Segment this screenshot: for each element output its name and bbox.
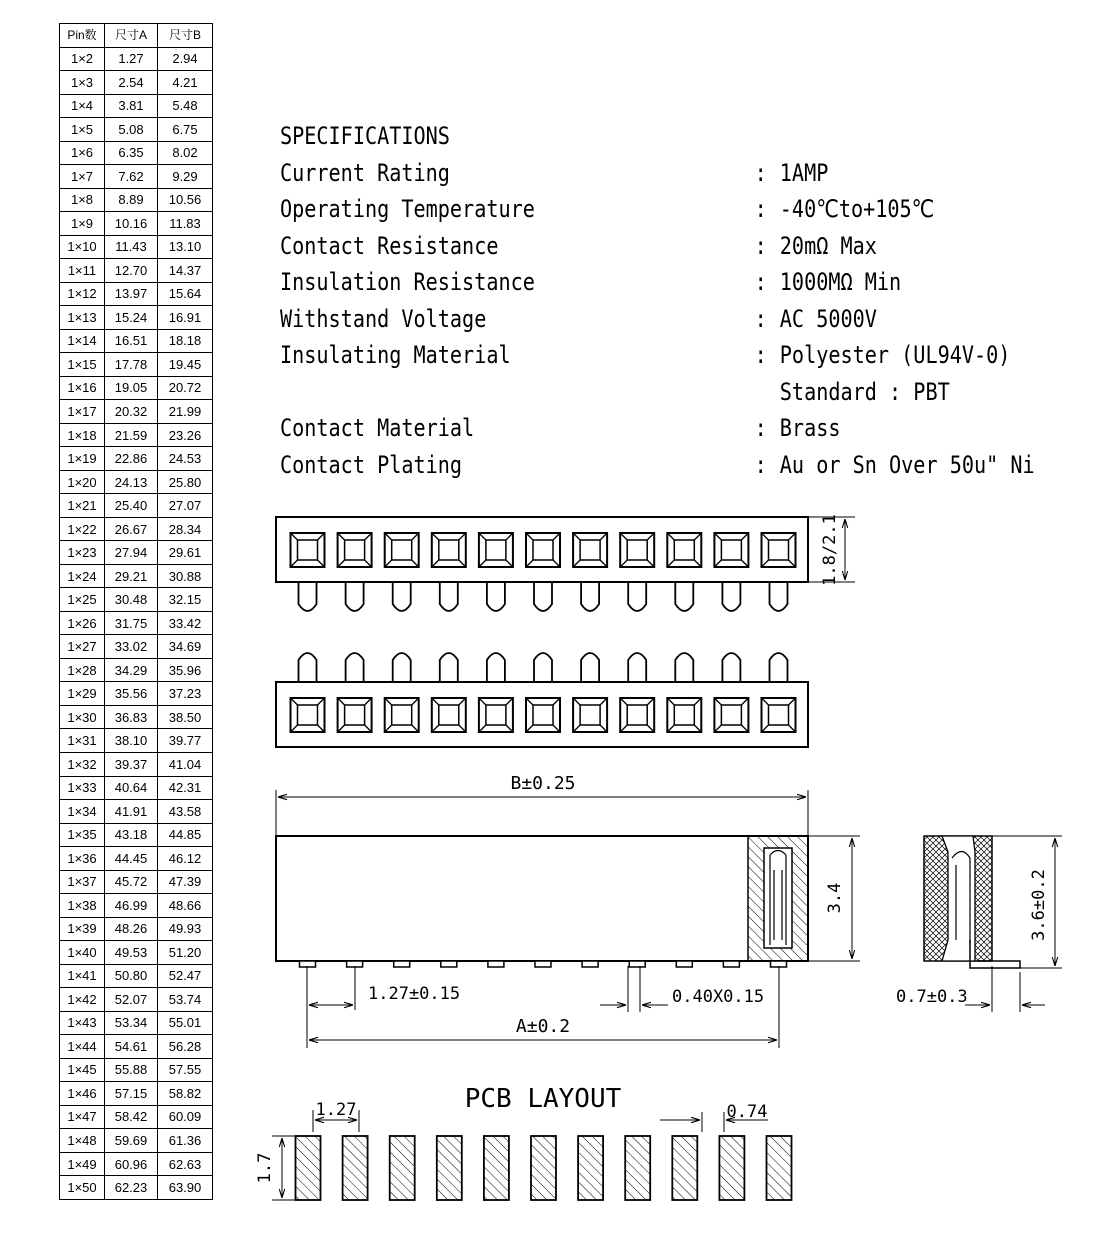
size-b-cell: 30.88 [158,564,213,588]
dimension-a-label: A±0.2 [515,1016,571,1037]
size-a-cell: 34.29 [105,658,158,682]
size-b-cell: 24.53 [158,447,213,471]
pin-tail [770,653,788,681]
size-a-cell: 2.54 [105,71,158,95]
pin-count-cell: 1×48 [60,1129,105,1153]
spec-value: Au or Sn Over 50u" Ni [779,450,1035,479]
dimension-b-label: B±0.25 [510,773,576,794]
spec-label: Contact Material [280,414,475,442]
size-a-cell: 5.08 [105,118,158,142]
size-a-cell: 22.86 [105,447,158,471]
size-b-cell: 29.61 [158,541,213,565]
size-a-cell: 17.78 [105,353,158,377]
contact-cavity [291,533,325,567]
size-a-cell: 36.83 [105,705,158,729]
pcb-layout [255,1084,792,1200]
bottom-view [276,653,808,747]
size-b-cell: 55.01 [158,1011,213,1035]
pcb-pad [578,1136,603,1200]
contact-cavity [385,698,419,732]
size-a-cell: 53.34 [105,1011,158,1035]
contact-cavity [714,533,748,567]
size-a-cell: 41.91 [105,800,158,824]
pin-stub [394,961,410,967]
pin-count-cell: 1×49 [60,1152,105,1176]
pin-tail [487,653,505,681]
size-b-cell: 21.99 [158,400,213,424]
side-height-label: 3.6±0.2 [1029,869,1049,941]
pin-tail [581,583,599,611]
size-b-cell: 56.28 [158,1035,213,1059]
size-a-cell: 15.24 [105,306,158,330]
contact-cavity [762,698,796,732]
pcb-pad [625,1136,650,1200]
pitch-label: 1.27±0.15 [368,984,461,1004]
side-offset-label: 0.7±0.3 [896,987,968,1007]
top-view-body [276,517,808,582]
spec-label: Current Rating [280,158,450,187]
contact-cavity [432,698,466,732]
pin-count-cell: 1×44 [60,1035,105,1059]
size-b-cell: 61.36 [158,1129,213,1153]
pin-tail [628,583,646,611]
pin-stub [488,961,504,967]
size-a-cell: 30.48 [105,588,158,612]
spec-value: Polyester (UL94V-0) [779,341,1011,369]
spec-colon: : [754,268,767,296]
contact-cavity [338,698,372,732]
pin-stub [582,961,598,967]
size-a-cell: 16.51 [105,329,158,353]
pin-count-cell: 1×47 [60,1105,105,1129]
size-a-cell: 13.97 [105,282,158,306]
spec-label: Operating Temperature [280,195,535,223]
contact-cavity [762,533,796,567]
pin-stub [723,961,739,967]
size-a-cell: 19.05 [105,376,158,400]
pin-tail [581,653,599,681]
pcb-pad [672,1136,697,1200]
pin-count-cell: 1×26 [60,611,105,635]
height-label: 3.4 [825,882,845,914]
spec-colon: : [754,304,767,333]
pin-count-cell: 1×46 [60,1082,105,1106]
size-a-cell: 50.80 [105,964,158,988]
spec-label: Insulating Material [280,341,511,369]
pcb-pad [767,1136,792,1200]
pin-count-cell: 1×40 [60,941,105,965]
size-a-cell: 40.64 [105,776,158,800]
size-b-cell: 48.66 [158,894,213,918]
contact-cavity [526,533,560,567]
top-view [276,514,855,611]
bottom-view-body [276,682,808,747]
size-b-cell: 13.10 [158,235,213,259]
pcb-layout-title: PCB LAYOUT [464,1084,622,1114]
pin-count-cell: 1×17 [60,400,105,424]
pin-count-cell: 1×20 [60,470,105,494]
size-a-cell: 1.27 [105,47,158,71]
size-b-cell: 53.74 [158,988,213,1012]
pin-count-cell: 1×13 [60,306,105,330]
pin-count-cell: 1×31 [60,729,105,753]
size-b-cell: 49.93 [158,917,213,941]
size-a-cell: 33.02 [105,635,158,659]
size-a-cell: 48.26 [105,917,158,941]
front-view-body [276,836,808,961]
pin-count-cell: 1×42 [60,988,105,1012]
pin-count-cell: 1×8 [60,188,105,212]
size-a-cell: 12.70 [105,259,158,283]
spec-value: 1AMP [779,158,829,187]
size-a-cell: 26.67 [105,517,158,541]
size-b-cell: 44.85 [158,823,213,847]
contact-cavity [667,698,701,732]
size-a-cell: 20.32 [105,400,158,424]
size-b-cell: 52.47 [158,964,213,988]
size-a-cell: 60.96 [105,1152,158,1176]
size-a-cell: 35.56 [105,682,158,706]
contact-cavity [526,698,560,732]
size-b-cell: 60.09 [158,1105,213,1129]
size-a-cell: 3.81 [105,94,158,118]
size-a-cell: 49.53 [105,941,158,965]
spec-value: 20mΩ Max [779,231,877,260]
pin-count-cell: 1×38 [60,894,105,918]
pin-count-cell: 1×50 [60,1176,105,1200]
pin-count-cell: 1×16 [60,376,105,400]
pcb-pitch-label: 1.27 [315,1100,357,1120]
front-view [276,773,860,1048]
pin-tail [393,653,411,681]
spec-value: Standard : PBT [779,377,950,406]
pin-count-cell: 1×22 [60,517,105,541]
pin-stub [535,961,551,967]
pin-count-cell: 1×41 [60,964,105,988]
size-a-cell: 45.72 [105,870,158,894]
spec-label: Contact Plating [280,450,463,479]
pin-count-cell: 1×4 [60,94,105,118]
size-a-cell: 29.21 [105,564,158,588]
pcb-pad-width-label: 0.74 [726,1102,768,1122]
size-b-cell: 41.04 [158,752,213,776]
size-a-cell: 25.40 [105,494,158,518]
size-b-cell: 34.69 [158,635,213,659]
pin-count-cell: 1×24 [60,564,105,588]
pin-count-cell: 1×28 [60,658,105,682]
size-b-cell: 37.23 [158,682,213,706]
pin-tail [722,583,740,611]
pin-count-cell: 1×11 [60,259,105,283]
size-b-cell: 46.12 [158,847,213,871]
pin-count-cell: 1×5 [60,118,105,142]
size-b-cell: 25.80 [158,470,213,494]
contact-cavity [291,698,325,732]
pin-count-cell: 1×12 [60,282,105,306]
size-a-cell: 39.37 [105,752,158,776]
size-a-cell: 27.94 [105,541,158,565]
size-b-cell: 4.21 [158,71,213,95]
contact-cavity [479,533,513,567]
size-b-cell: 9.29 [158,165,213,189]
pin-count-cell: 1×27 [60,635,105,659]
pin-tail [675,583,693,611]
pin-tail [722,653,740,681]
spec-colon: : [754,195,767,223]
size-a-cell: 43.18 [105,823,158,847]
size-b-cell: 47.39 [158,870,213,894]
contact-cavity [620,698,654,732]
pcb-pad [484,1136,509,1200]
pin-count-cell: 1×18 [60,423,105,447]
spec-colon: : [754,414,767,442]
size-a-cell: 7.62 [105,165,158,189]
size-b-cell: 38.50 [158,705,213,729]
header-size-b: 尺寸B [158,24,213,48]
size-b-cell: 16.91 [158,306,213,330]
contact-cavity [573,698,607,732]
pin-tail [393,583,411,611]
size-b-cell: 51.20 [158,941,213,965]
contact-cavity [667,533,701,567]
size-b-cell: 28.34 [158,517,213,541]
size-b-cell: 5.48 [158,94,213,118]
pin-count-cell: 1×30 [60,705,105,729]
size-b-cell: 39.77 [158,729,213,753]
size-a-cell: 31.75 [105,611,158,635]
pin-stub [629,961,645,967]
contact-cavity [338,533,372,567]
contact-cavity [573,533,607,567]
pin-tail [534,653,552,681]
size-b-cell: 15.64 [158,282,213,306]
spec-label: Contact Resistance [280,231,499,260]
pin-count-cell: 1×10 [60,235,105,259]
size-a-cell: 11.43 [105,235,158,259]
pin-count-cell: 1×39 [60,917,105,941]
pin-count-cell: 1×35 [60,823,105,847]
size-b-cell: 27.07 [158,494,213,518]
pin-tail [299,653,317,681]
size-b-cell: 10.56 [158,188,213,212]
pin-tail [440,583,458,611]
size-a-cell: 21.59 [105,423,158,447]
size-b-cell: 62.63 [158,1152,213,1176]
size-a-cell: 62.23 [105,1176,158,1200]
spec-value: AC 5000V [779,304,877,333]
size-a-cell: 52.07 [105,988,158,1012]
size-b-cell: 20.72 [158,376,213,400]
size-b-cell: 33.42 [158,611,213,635]
pin-count-cell: 1×29 [60,682,105,706]
specifications-title: SPECIFICATIONS [280,122,450,150]
pin-count-cell: 1×7 [60,165,105,189]
size-a-cell: 58.42 [105,1105,158,1129]
size-a-cell: 6.35 [105,141,158,165]
spec-colon: : [754,341,767,369]
pin-stub [441,961,457,967]
pin-tail [628,653,646,681]
pin-count-cell: 1×43 [60,1011,105,1035]
contact-cavity [714,698,748,732]
size-a-cell: 46.99 [105,894,158,918]
pin-size-label: 0.40X0.15 [672,987,765,1007]
contact-cavity [620,533,654,567]
size-a-cell: 38.10 [105,729,158,753]
size-b-cell: 23.26 [158,423,213,447]
pin-count-cell: 1×2 [60,47,105,71]
pin-count-cell: 1×45 [60,1058,105,1082]
pin-count-cell: 1×36 [60,847,105,871]
side-view [896,836,1062,1012]
pcb-pad [719,1136,744,1200]
size-a-cell: 24.13 [105,470,158,494]
spec-value: Brass [779,414,841,442]
size-a-cell: 8.89 [105,188,158,212]
pin-tail [675,653,693,681]
pin-count-cell: 1×19 [60,447,105,471]
pin-tail [299,583,317,611]
pcb-pad-height-label: 1.7 [255,1152,275,1184]
pcb-pad [343,1136,368,1200]
pin-stub [676,961,692,967]
pin-tail [346,653,364,681]
size-a-cell: 57.15 [105,1082,158,1106]
header-size-a: 尺寸A [105,24,158,48]
contact-cavity [385,533,419,567]
size-a-cell: 59.69 [105,1129,158,1153]
size-b-cell: 42.31 [158,776,213,800]
size-b-cell: 8.02 [158,141,213,165]
spec-value: 1000MΩ Min [779,268,902,296]
pin-tail [346,583,364,611]
spec-colon: : [754,158,767,187]
size-b-cell: 58.82 [158,1082,213,1106]
spec-label: Insulation Resistance [280,268,535,296]
size-a-cell: 44.45 [105,847,158,871]
pin-count-cell: 1×33 [60,776,105,800]
pin-count-cell: 1×37 [60,870,105,894]
pin-count-cell: 1×23 [60,541,105,565]
contact-cavity [479,698,513,732]
size-a-cell: 55.88 [105,1058,158,1082]
spec-label: Withstand Voltage [280,304,487,333]
size-b-cell: 11.83 [158,212,213,236]
size-b-cell: 18.18 [158,329,213,353]
pcb-pad [390,1136,415,1200]
pin-count-cell: 1×9 [60,212,105,236]
height-top-view-label: 1.8/2.1 [820,514,840,586]
spec-colon: : [754,450,767,479]
spec-value: -40℃to+105℃ [779,195,935,223]
pin-count-cell: 1×25 [60,588,105,612]
pin-count-cell: 1×21 [60,494,105,518]
size-b-cell: 43.58 [158,800,213,824]
pin-count-cell: 1×6 [60,141,105,165]
pcb-pad [437,1136,462,1200]
size-b-cell: 57.55 [158,1058,213,1082]
pin-count-cell: 1×14 [60,329,105,353]
size-b-cell: 6.75 [158,118,213,142]
pcb-pad [531,1136,556,1200]
pin-count-cell: 1×34 [60,800,105,824]
pin-count-cell: 1×15 [60,353,105,377]
pin-count-cell: 1×32 [60,752,105,776]
contact-cavity [432,533,466,567]
size-a-cell: 54.61 [105,1035,158,1059]
size-b-cell: 14.37 [158,259,213,283]
spec-colon: : [754,231,767,260]
size-b-cell: 35.96 [158,658,213,682]
header-pin-count: Pin数 [60,24,105,48]
size-b-cell: 19.45 [158,353,213,377]
size-a-cell: 10.16 [105,212,158,236]
pin-tail [770,583,788,611]
pcb-pad [296,1136,321,1200]
pin-count-cell: 1×3 [60,71,105,95]
size-b-cell: 32.15 [158,588,213,612]
size-b-cell: 63.90 [158,1176,213,1200]
size-b-cell: 2.94 [158,47,213,71]
pin-tail [534,583,552,611]
pin-tail [487,583,505,611]
pin-tail [440,653,458,681]
